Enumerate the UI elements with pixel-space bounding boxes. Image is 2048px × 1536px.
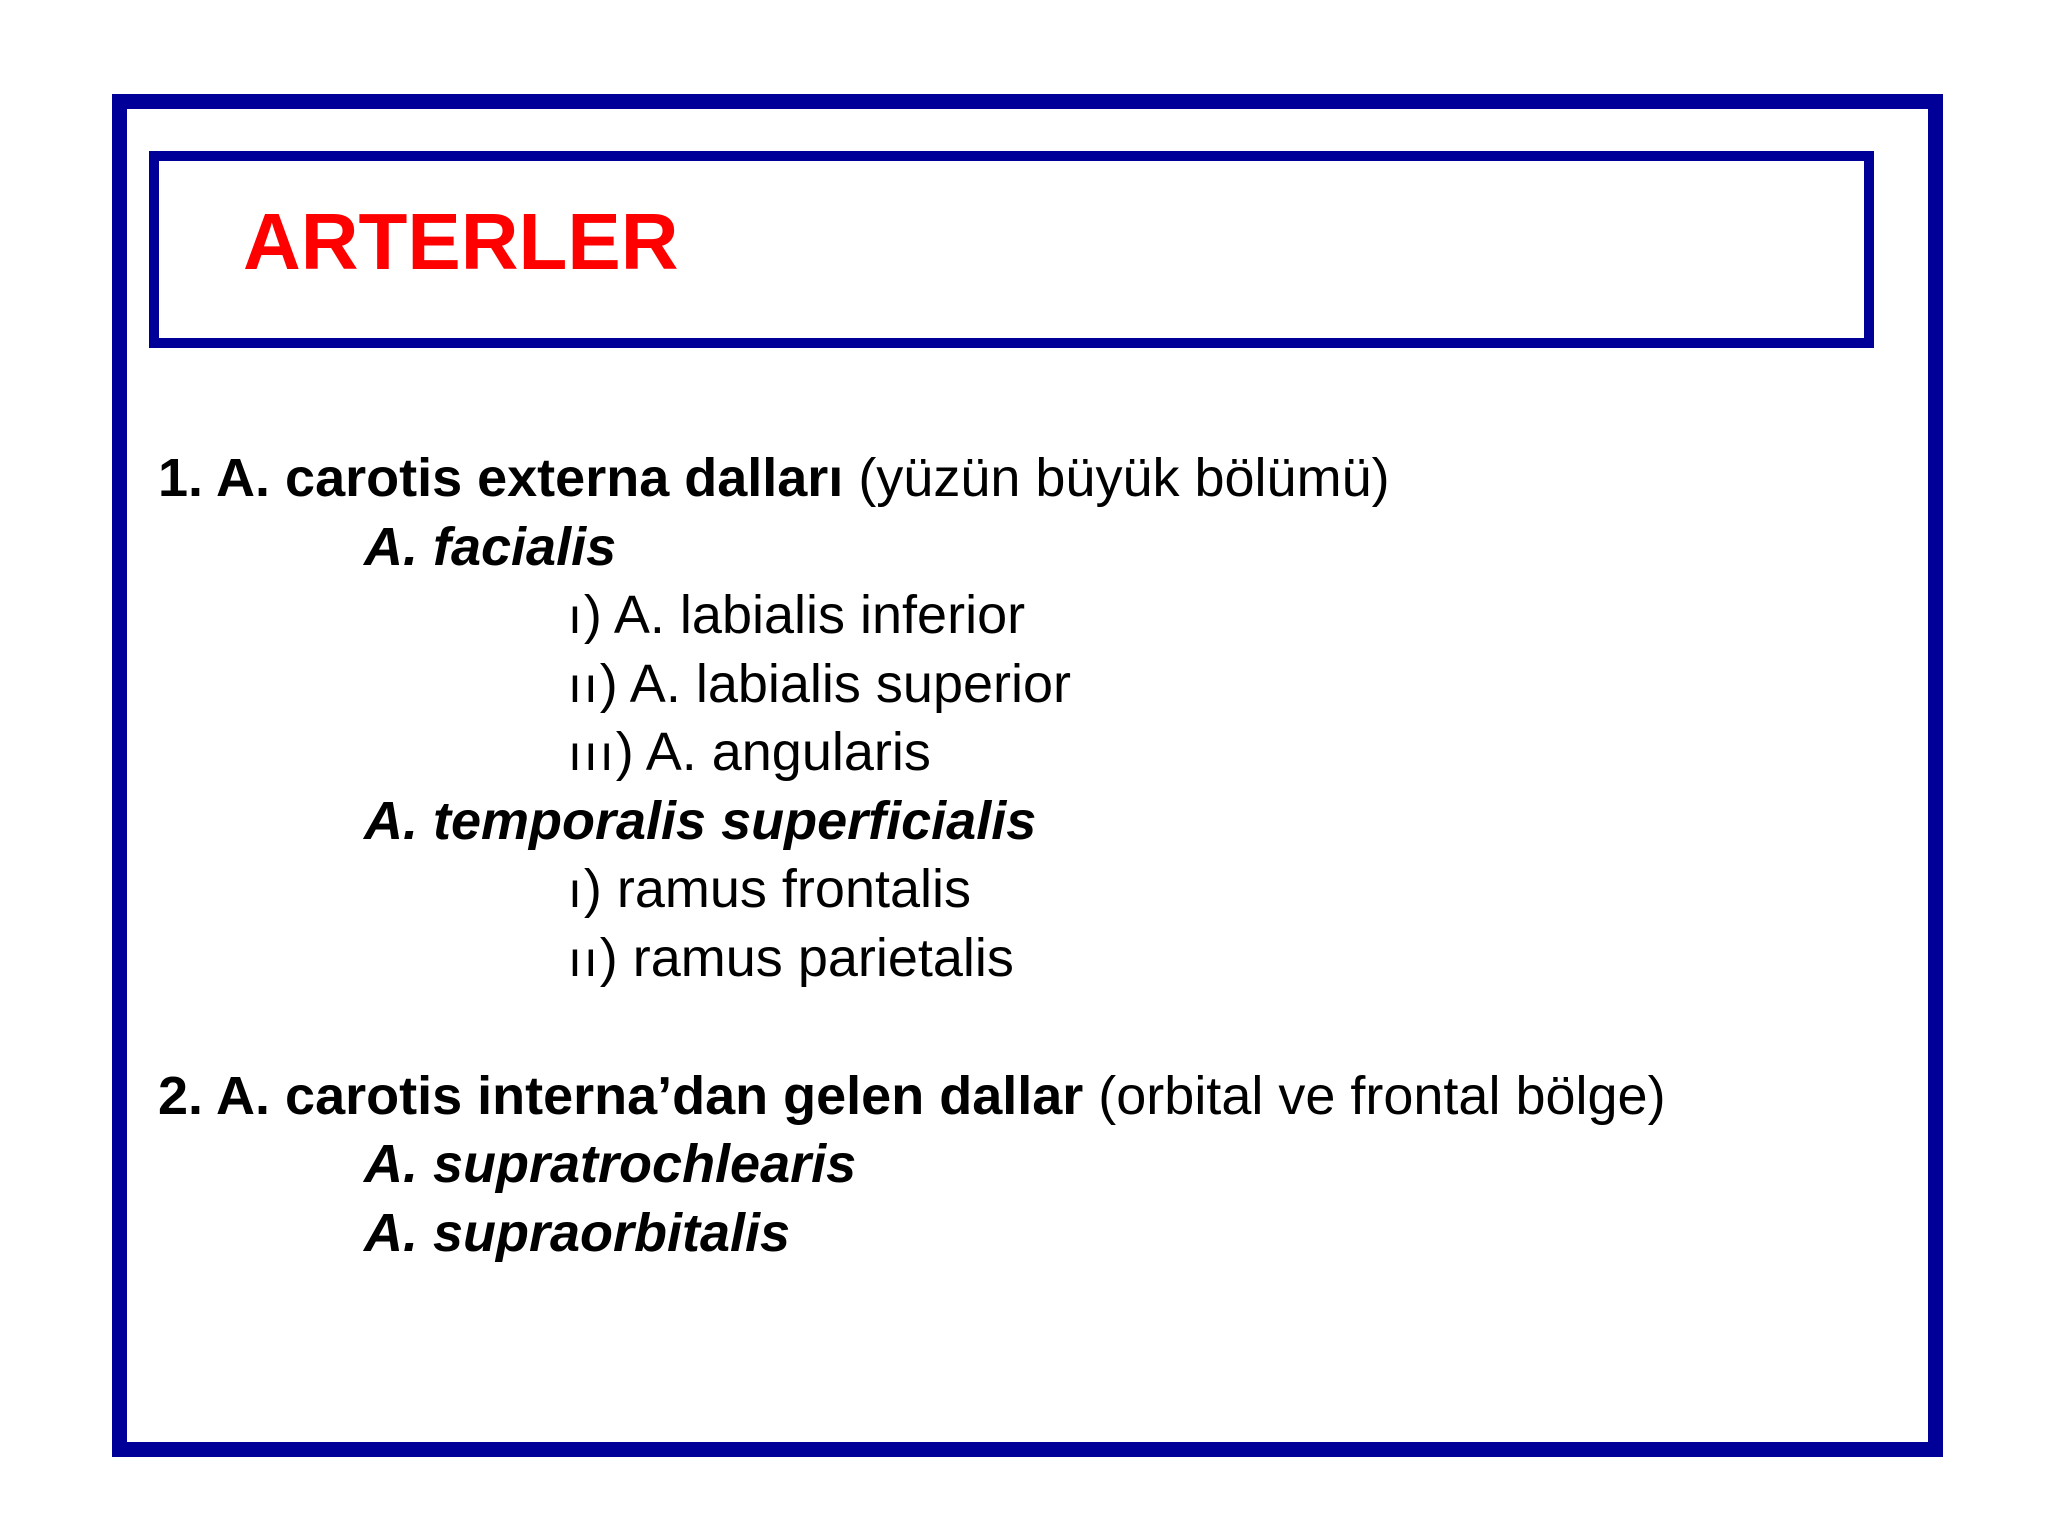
artery-supratrochlearis: A. supratrochlearis	[364, 1134, 857, 1194]
list-item-label: ) A. labialis superior	[599, 654, 1072, 714]
list-item-label: ) ramus frontalis	[583, 859, 972, 919]
list-item	[568, 581, 1025, 649]
list-item-label: ) A. labialis inferior	[583, 585, 1026, 645]
roman-numeral: ıı	[568, 657, 600, 713]
list-item	[568, 855, 971, 923]
list-item	[568, 924, 1014, 992]
roman-numeral: ı	[568, 588, 584, 644]
section-1-heading	[158, 444, 1390, 512]
section-2-heading-bold: 2. A. carotis interna’dan gelen dallar	[158, 1066, 1084, 1126]
roman-numeral: ııı	[568, 725, 616, 781]
section-2-heading-note: (orbital ve frontal bölge)	[1083, 1066, 1666, 1126]
section-1-heading-note: (yüzün büyük bölümü)	[843, 448, 1390, 508]
section-1-heading-bold: 1. A. carotis externa dalları	[158, 448, 844, 508]
list-item-label: ) A. angularis	[615, 722, 931, 782]
artery-facialis: A. facialis	[364, 517, 617, 577]
artery-temporalis: A. temporalis superficialis	[364, 791, 1037, 851]
list-item	[568, 718, 931, 786]
list-item	[568, 650, 1071, 718]
slide-title: ARTERLER	[243, 197, 679, 286]
artery-supraorbitalis: A. supraorbitalis	[364, 1203, 791, 1263]
section-2-heading	[158, 1062, 1666, 1130]
list-item-label: ) ramus parietalis	[599, 928, 1014, 988]
roman-numeral: ıı	[568, 931, 600, 987]
roman-numeral: ı	[568, 862, 584, 918]
